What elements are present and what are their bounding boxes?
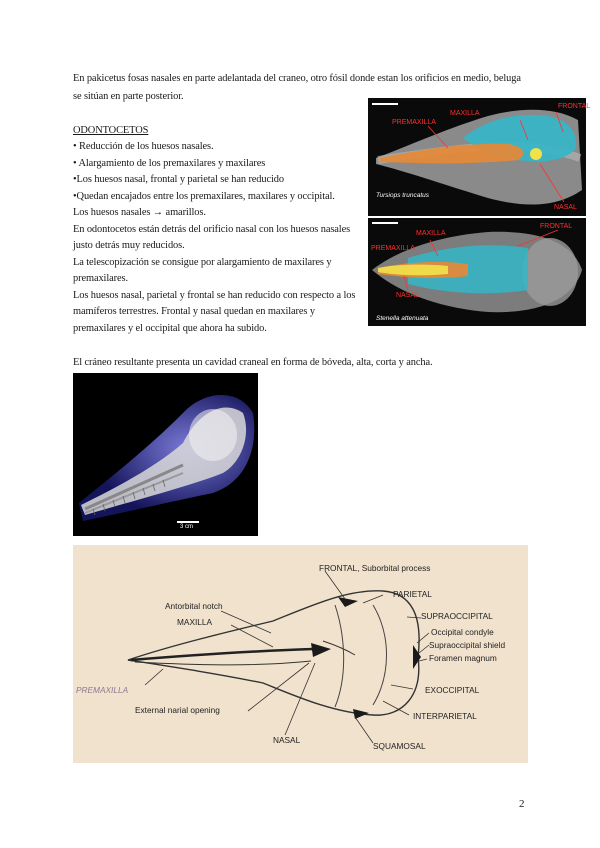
diagram-label-supraoccipital-shield: Supraoccipital shield — [429, 640, 506, 650]
body-line: premaxilares. — [73, 273, 128, 284]
diagram-label-interparietal: INTERPARIETAL — [413, 711, 477, 721]
body-line: • Reducción de los huesos nasales. — [73, 141, 214, 152]
body-line: En odontocetos están detrás del orificio nasal con los huesos nasales — [73, 223, 351, 235]
label-nasal: NASAL — [396, 292, 419, 299]
diagram-label-squamosal: SQUAMOSAL — [373, 741, 426, 751]
cranium-text: El cráneo resultante presenta un cavidad craneal en forma de bóveda, alta, corta y ancha. — [73, 357, 433, 368]
intro-line-2: se sitúan en parte posterior. — [73, 91, 184, 102]
scale-bar — [372, 103, 398, 105]
skull-photo-bottom — [368, 218, 586, 326]
ct-scan-image — [73, 373, 258, 536]
diagram-label-external-narial: External narial opening — [135, 705, 220, 715]
body-line: •Quedan encajados entre los premaxilares, maxilares y occipital. — [73, 190, 335, 202]
diagram-label-frontal: FRONTAL, Suborbital process — [319, 563, 431, 573]
diagram-label-premaxilla: PREMAXILLA — [76, 685, 129, 695]
body-line: mamíferos terrestres. Frontal y nasal quedan en maxilares y — [73, 306, 315, 317]
diagram-label-antorbital: Antorbital notch — [165, 601, 223, 611]
skull-photo-top — [368, 98, 591, 216]
diagram-label-nasal: NASAL — [273, 735, 301, 745]
species-label: Stenella attenuata — [376, 315, 429, 322]
body-line: Los huesos nasales → amarillos. — [73, 207, 206, 218]
diagram-label-parietal: PARIETAL — [393, 589, 432, 599]
page-number: 2 — [519, 798, 525, 810]
body-line: premaxilares y el occipital que ahora ha subido. — [73, 322, 267, 334]
diagram-label-maxilla: MAXILLA — [177, 617, 213, 627]
body-line: La telescopización se consigue por alargamiento de maxilares y — [73, 256, 332, 268]
intro-line-1: En pakicetus fosas nasales en parte adelantada del craneo, otro fósil donde estan los orificios en medio, beluga — [73, 73, 521, 84]
label-nasal: NASAL — [554, 204, 577, 211]
diagram-label-occipital-condyle: Occipital condyle — [431, 627, 494, 637]
species-label: Tursiops truncatus — [376, 192, 429, 199]
diagram-label-foramen: Foramen magnum — [429, 653, 497, 663]
body-line: •Los huesos nasal, frontal y parietal se han reducido — [73, 174, 284, 185]
label-premaxilla: PREMAXILLA — [371, 245, 415, 252]
ct-scale-label: 3 cm — [180, 524, 194, 530]
label-premaxilla: PREMAXILLA — [392, 119, 436, 126]
diagram-label-exoccipital: EXOCCIPITAL — [425, 685, 480, 695]
body-line: Los huesos nasal, parietal y frontal se han reducido con respecto a los — [73, 289, 356, 301]
section-title: ODONTOCETOS — [73, 125, 149, 136]
label-frontal: FRONTAL — [540, 223, 573, 230]
diagram-label-supraoccipital: SUPRAOCCIPITAL — [421, 611, 493, 621]
body-line: • Alargamiento de los premaxilares y maxilares — [73, 157, 266, 169]
label-frontal: FRONTAL — [558, 103, 591, 110]
label-maxilla: MAXILLA — [416, 230, 446, 237]
body-line: justo detrás muy reducidos. — [73, 240, 185, 251]
skull-diagram — [73, 545, 528, 763]
label-maxilla: MAXILLA — [450, 110, 480, 117]
